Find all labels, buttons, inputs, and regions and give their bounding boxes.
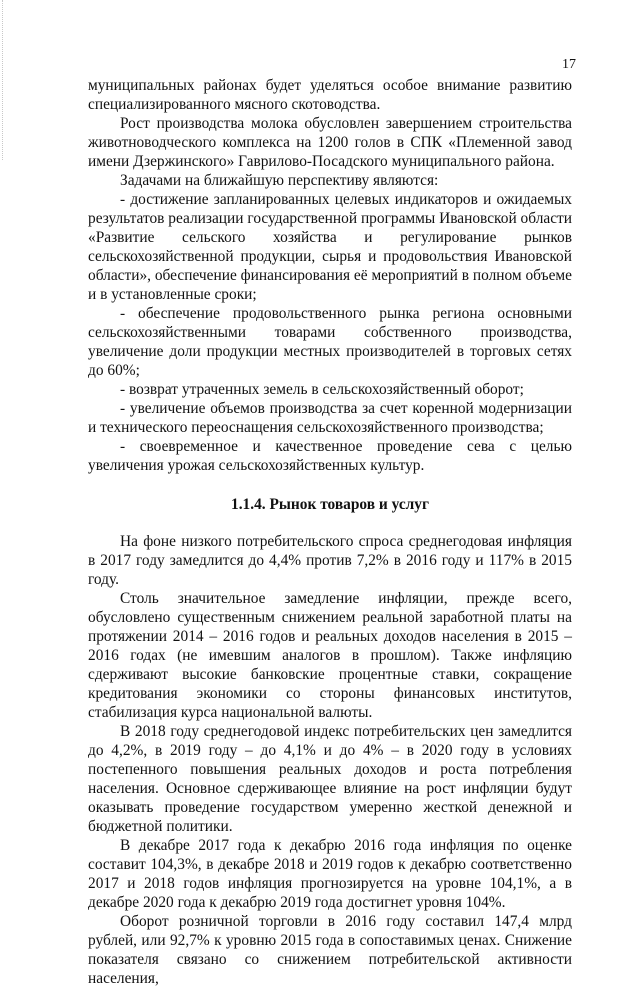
- paragraph-milk-production: Рост производства молока обусловлен завершением строительства животноводческого комплекса на 1200 голов в СПК «Племенной завод имени Дзержинского» Гаврилово-Посадского муниципального района.: [88, 115, 572, 170]
- page-number: 17: [562, 57, 576, 72]
- task-item-land-return: - возврат утраченных земель в сельскохозяйственный оборот;: [120, 381, 524, 398]
- paragraph-livestock: муниципальных районах будет уделяться особое внимание развитию специализированного мясного скотоводства.: [88, 77, 572, 113]
- paragraph-inflation-forecast: В 2018 году среднегодовой индекс потребительских цен замедлится до 4,2%, в 2019 году – до 4,1% и до 4% – в 2020 году в условиях постепенного повышения реальных доходов и роста потребления населения. Основное сдерживающее влияние на рост инфляции будут оказывать проведение государством умеренно жесткой денежной и бюджетной политики.: [88, 723, 572, 835]
- paragraph-inflation-2017: На фоне низкого потребительского спроса среднегодовая инфляция в 2017 году замедлится до 4,4% против 7,2% в 2016 году и 117% в 2015 году.: [88, 533, 572, 588]
- paragraph-retail-turnover: Оборот розничной торговли в 2016 году составил 147,4 млрд рублей, или 92,7% к уровню 2015 года в сопоставимых ценах. Снижение показателя связано со снижением потребительской активности населения,: [88, 913, 572, 987]
- scan-edge-marks: [2, 0, 6, 160]
- task-item-indicators: - достижение запланированных целевых индикаторов и ожидаемых результатов реализации государственной программы Ивановской области «Развитие сельского хозяйства и регулирование рынков сельскохозяйственной продукции, сырья и продовольствия Ивановской области», обеспечение финансирования её мероприятий в полном объеме и в установленные сроки;: [88, 191, 572, 303]
- paragraph-december-inflation: В декабре 2017 года к декабрю 2016 года инфляция по оценке составит 104,3%, в декабре 2018 и 2019 годов к декабрю соответственно 2017 и 2018 годов инфляция прогнозируется на уровне 104,1%, а в декабре 2020 года к декабрю 2019 года достигнет уровня 104%.: [88, 837, 572, 911]
- section-heading: 1.1.4. Рынок товаров и услуг: [231, 496, 429, 513]
- body-text: [88, 76, 572, 988]
- paragraph-tasks-intro: Задачами на ближайшую перспективу являются:: [120, 172, 439, 189]
- task-item-sowing: - своевременное и качественное проведение сева с целью увеличения урожая сельскохозяйственных культур.: [88, 438, 572, 474]
- task-item-food-market: - обеспечение продовольственного рынка региона основными сельскохозяйственными товарами собственного производства, увеличение доли продукции местных производителей в торговых сетях до 60%;: [88, 305, 572, 379]
- paragraph-inflation-causes: Столь значительное замедление инфляции, прежде всего, обусловлено существенным снижением реальной заработной платы на протяжении 2014 – 2016 годов и реальных доходов населения в 2015 – 2016 годах (не имевшим аналогов в прошлом). Также инфляцию сдерживают высокие банковские процентные ставки, сокращение кредитования экономики со стороны финансовых институтов, стабилизация курса национальной валюты.: [88, 590, 572, 721]
- task-item-modernization: - увеличение объемов производства за счет коренной модернизации и технического переоснащения сельскохозяйственного производства;: [88, 400, 572, 436]
